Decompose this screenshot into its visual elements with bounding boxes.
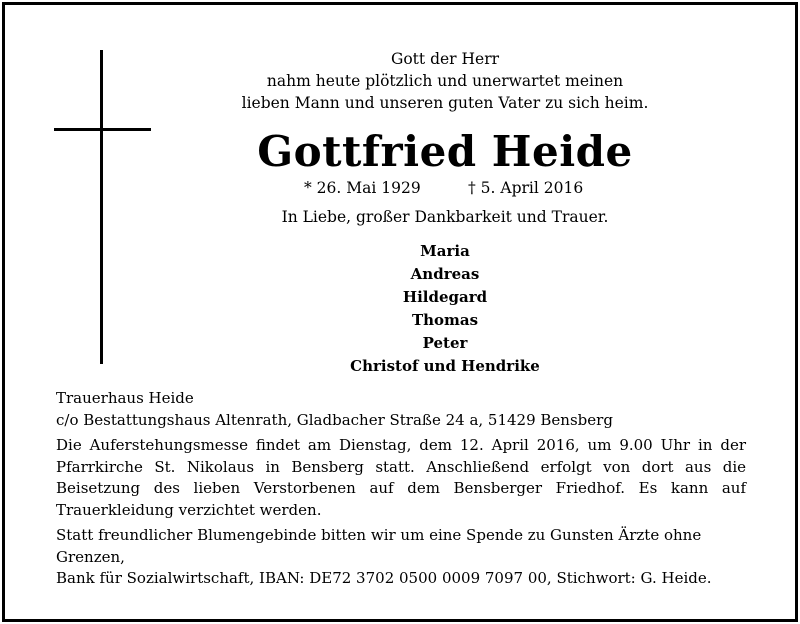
family-member: Thomas	[411, 311, 479, 329]
donation-line: Bank für Sozialwirtschaft, IBAN: DE72 3702 0500 0009 7097 00, Stichwort: G. Heide.	[56, 569, 712, 587]
intro-line: lieben Mann und unseren guten Vater zu sich heim.	[241, 94, 649, 112]
death-date: † 5. April 2016	[468, 179, 584, 197]
donation-line: Statt freundlicher Blumengebinde bitten wir um eine Spende zu Gunsten Ärzte ohne Grenzen,	[56, 526, 702, 566]
intro-line: Gott der Herr	[390, 50, 500, 68]
love-line: In Liebe, großer Dankbarkeit und Trauer.	[281, 208, 609, 226]
cross-horizontal-bar	[54, 128, 151, 131]
notice-body	[56, 388, 746, 590]
birth-date: * 26. Mai 1929	[304, 179, 421, 197]
cross-vertical-bar	[100, 50, 103, 364]
address-line: c/o Bestattungshaus Altenrath, Gladbacher Straße 24 a, 51429 Bensberg	[56, 410, 613, 429]
family-member: Christof und Hendrike	[350, 357, 540, 375]
deceased-name: Gottfried Heide	[257, 127, 633, 176]
address-line: Trauerhaus Heide	[56, 389, 194, 407]
intro-text	[220, 48, 670, 114]
mass-paragraph: Die Auferstehungsmesse findet am Dienstag, dem 12. April 2016, um 9.00 Uhr in der Pfarrkirche St. Nikolaus in Bensberg statt. Anschließend erfolgt von dort aus die Beisetzung des lieben Verstorbenen auf dem Bensberger Friedhof. Es kann auf Trauerkleidung verzichtet werden.	[56, 436, 746, 519]
intro-line: nahm heute plötzlich und unerwartet meinen	[266, 72, 624, 90]
family-member: Andreas	[410, 265, 480, 283]
family-member: Peter	[422, 334, 468, 352]
family-list	[270, 240, 620, 378]
family-member: Maria	[420, 242, 470, 260]
family-member: Hildegard	[402, 288, 488, 306]
